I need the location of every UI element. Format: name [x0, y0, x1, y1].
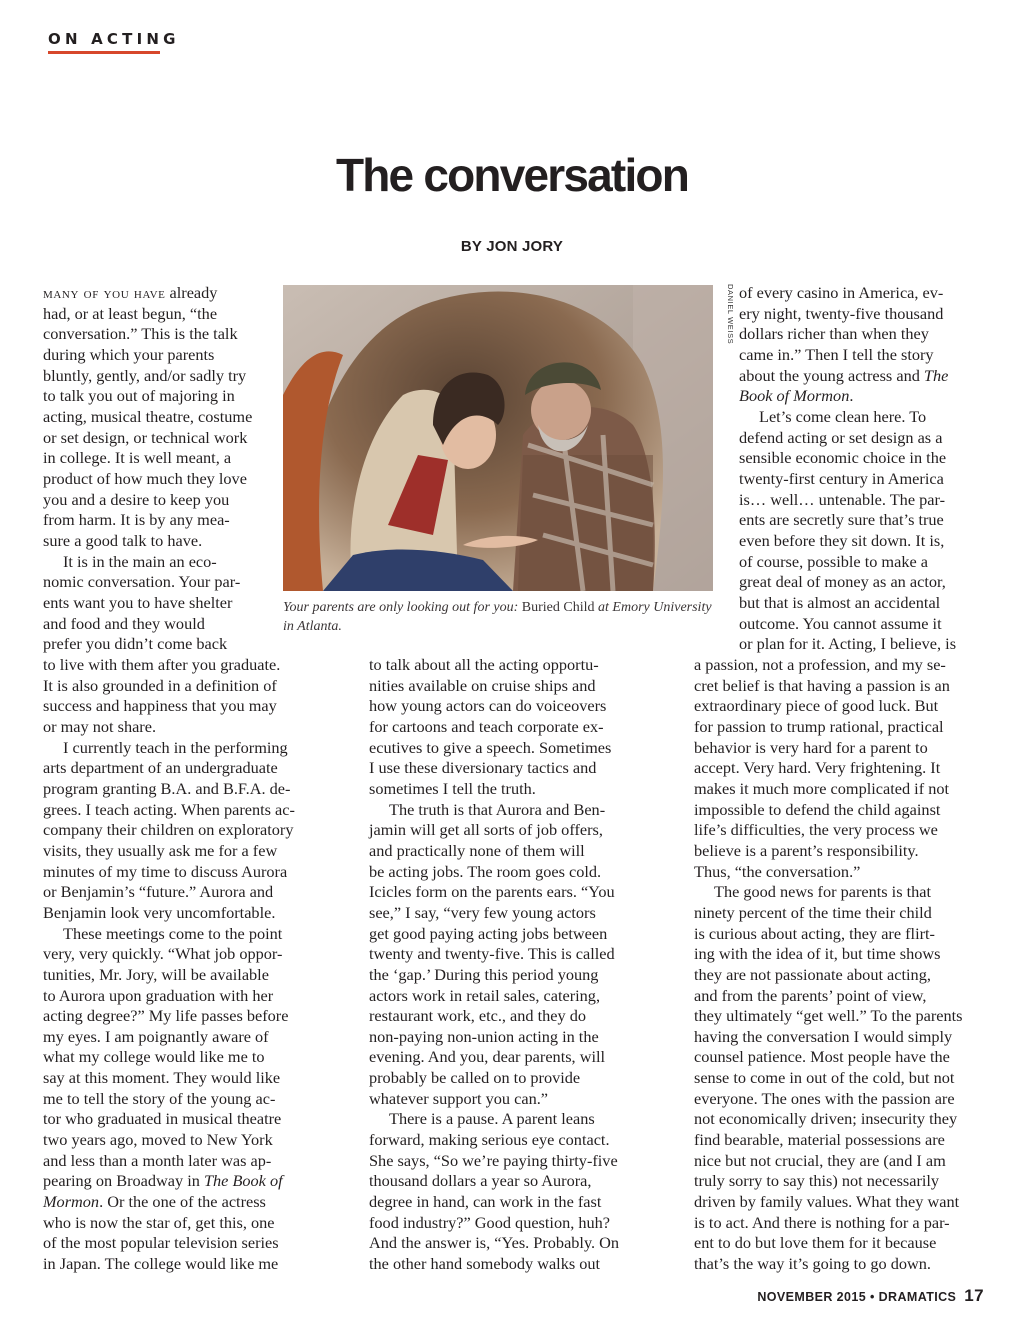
text-line: or Benjamin’s “future.” Aurora and [43, 882, 274, 902]
text-line: grees. I teach acting. When parents ac- [43, 799, 295, 819]
text-line: She says, “So we’re paying thirty-five [369, 1150, 618, 1170]
text-line: bluntly, gently, and/or sadly try [43, 365, 247, 385]
text-line: the ‘gap.’ During this period young [369, 964, 599, 984]
text-line: from harm. It is by any mea- [43, 510, 230, 530]
text-line: These meetings come to the point [63, 923, 283, 943]
text-line: how young actors can do voiceovers [369, 696, 607, 716]
text-line: or may not share. [43, 716, 157, 736]
text-line: nities available on cruise ships and [369, 675, 596, 695]
text-line: in Japan. The college would like me [43, 1254, 279, 1274]
text-line: and food and they would [43, 613, 205, 633]
text-line: ecutives to give a speech. Sometimes [369, 737, 612, 757]
book-title: Mormon [43, 1192, 100, 1212]
text-line: and from the parents’ point of view, [694, 985, 927, 1005]
text-line: accept. Very hard. Very frightening. It [694, 758, 941, 778]
text-line: to talk about all the acting opportu- [369, 655, 599, 674]
column-1-bottom [43, 655, 333, 1275]
text-line: degree in hand, can work in the fast [369, 1192, 602, 1212]
text-line: pearing on Broadway in The Book of [43, 1171, 283, 1191]
text-line: dollars richer than when they [739, 324, 929, 344]
photo-illustration [283, 285, 713, 591]
text-line: nomic conversation. Your par- [43, 572, 241, 592]
text-line: non-paying non-union acting in the [369, 1026, 599, 1046]
text-line: And the answer is, “Yes. Probably. On [369, 1233, 620, 1253]
text-line: extraordinary piece of good luck. But [694, 696, 939, 716]
text-line: my eyes. I am poignantly aware of [43, 1026, 269, 1046]
text-line: to live with them after you graduate. [43, 655, 281, 674]
play-title: Buried Child [521, 600, 595, 615]
text-line: nice but not crucial, they are (and I am [694, 1150, 946, 1170]
text-line: me to tell the story of the young ac- [43, 1088, 276, 1108]
text-line: acting, musical theatre, costume [43, 406, 253, 426]
lead-in: many of you have [43, 283, 166, 302]
byline: BY JON JORY [460, 238, 564, 255]
text-line: Let’s come clean here. To [759, 406, 927, 426]
column-2 [369, 655, 664, 1275]
text-line: and less than a month later was ap- [43, 1150, 272, 1170]
text-line: to Aurora upon graduation with her [43, 985, 274, 1005]
text-line: ents are secretly sure that’s true [739, 510, 944, 530]
text-line: is to act. And there is nothing for a par- [694, 1212, 950, 1232]
text-line: tor who graduated in musical theatre [43, 1109, 282, 1129]
text-line: whatever support you can.” [369, 1088, 549, 1108]
text-line: food industry?” Good question, huh? [369, 1212, 611, 1232]
text-line: during which your parents [43, 344, 215, 364]
text-line: to talk you out of majoring in [43, 386, 235, 406]
text-line: or set design, or technical work [43, 427, 248, 447]
text-line: get good paying acting jobs between [369, 923, 608, 943]
text-line: impossible to defend the child against [694, 799, 941, 819]
text-line: great deal of money as an actor, [739, 572, 946, 592]
text-line: what my college would like me to [43, 1047, 265, 1067]
text-line: who is now the star of, get this, one [43, 1212, 275, 1232]
page-footer [757, 1286, 984, 1306]
text-line: conversation.” This is the talk [43, 324, 238, 344]
text-line: There is a pause. A parent leans [389, 1109, 595, 1129]
book-title: The Book of [203, 1171, 283, 1191]
text-line: restaurant work, etc., and they do [369, 1006, 587, 1026]
text-line: and practically none of them will [369, 840, 585, 860]
text-line: for cartoons and teach corporate ex- [369, 716, 604, 736]
text-line: be acting jobs. The room goes cold. [369, 861, 602, 881]
text-line: Icicles form on the parents ears. “You [369, 882, 615, 902]
text-line: sometimes I tell the truth. [369, 778, 536, 798]
text-line: success and happiness that you may [43, 696, 277, 716]
text-line: jamin will get all sorts of job offers, [369, 820, 603, 840]
section-label: ON ACTING [48, 30, 180, 48]
text-line: of every casino in America, ev- [739, 283, 944, 302]
text-line: I currently teach in the performing [63, 737, 288, 757]
text-line: Benjamin look very uncomfortable. [43, 902, 276, 922]
text-line: not economically driven; insecurity they [694, 1109, 958, 1129]
text-line: ninety percent of the time their child [694, 902, 932, 922]
text-line: sense to come in out of the cold, but not [694, 1068, 955, 1088]
text-line: very, very quickly. “What job oppor- [43, 944, 283, 964]
text-line: prefer you didn’t come back [43, 634, 228, 654]
photo-credit: DANIEL WEISS [726, 284, 735, 345]
text-line: that’s the way it’s going to go down. [694, 1254, 931, 1274]
text-line: two years ago, moved to New York [43, 1130, 273, 1150]
text-line: believe is a parent’s responsibility. [694, 840, 919, 860]
page-number: 17 [964, 1286, 984, 1305]
text-line: of course, possible to make a [739, 551, 928, 571]
text-line: Mormon. Or the one of the actress [43, 1192, 266, 1212]
text-line: is curious about acting, they are flirt- [694, 923, 935, 943]
text-line: truly sorry to say this) not necessarily [694, 1171, 940, 1191]
text-line: a passion, not a profession, and my se- [694, 655, 946, 674]
text-line: arts department of an undergraduate [43, 758, 278, 778]
text-line: The truth is that Aurora and Ben- [389, 799, 606, 819]
book-title: Book of Mormon [739, 386, 850, 406]
text-line: for passion to trump rational, practical [694, 716, 944, 736]
text-line: they are not passionate about acting, [694, 964, 931, 984]
book-title: The [923, 365, 949, 385]
text-line: say at this moment. They would like [43, 1068, 281, 1088]
text-line: of the most popular television series [43, 1233, 279, 1253]
column-3-top [739, 283, 989, 655]
text-line: makes it much more complicated if not [694, 778, 949, 798]
text-line: you and a desire to keep you [43, 489, 230, 509]
text-line: but that is almost an accidental [739, 592, 941, 612]
text-line: came in.” Then I tell the story [739, 344, 934, 364]
text-line: ent to do but love them for it because [694, 1233, 937, 1253]
column-3-bottom [694, 655, 994, 1275]
text-line: see,” I say, “very few young actors [369, 902, 596, 922]
text-line: driven by family values. What they want [694, 1192, 960, 1212]
column-1-top [43, 283, 279, 655]
text-line: everyone. The ones with the passion are [694, 1088, 955, 1108]
text-line: ents want you to have shelter [43, 592, 233, 612]
text-line: find bearable, material possessions are [694, 1130, 945, 1150]
article-photo [283, 285, 713, 591]
text-line: evening. And you, dear parents, will [369, 1047, 606, 1067]
text-line: twenty and twenty-five. This is called [369, 944, 615, 964]
text-line: about the young actress and The [739, 365, 949, 385]
text-line: It is in the main an eco- [63, 551, 217, 571]
text-line: the other hand somebody walks out [369, 1254, 601, 1274]
text-line: ing with the idea of it, but time shows [694, 944, 941, 964]
text-line: ery night, twenty-five thousand [739, 303, 944, 323]
text-line: thousand dollars a year so Aurora, [369, 1171, 592, 1191]
text-line: Thus, “the conversation.” [694, 861, 861, 881]
text-line: forward, making serious eye contact. [369, 1130, 610, 1150]
text-line: even before they sit down. It is, [739, 530, 945, 550]
text-line: twenty-first century in America [739, 468, 944, 488]
text-line: or plan for it. Acting, I believe, is [739, 634, 957, 654]
issue-info: NOVEMBER 2015 • DRAMATICS [757, 1290, 957, 1304]
text-line: visits, they usually ask me for a few [43, 840, 278, 860]
article-title: The conversation [335, 149, 689, 201]
text-line: company their children on exploratory [43, 820, 294, 840]
text-line: program granting B.A. and B.F.A. de- [43, 778, 291, 798]
text-line: I use these diversionary tactics and [369, 758, 597, 778]
text-line: It is also grounded in a definition of [43, 675, 277, 695]
text-line: outcome. You cannot assume it [739, 613, 942, 633]
text-line: they ultimately “get well.” To the parents [694, 1006, 963, 1026]
text-line: in college. It is well meant, a [43, 448, 232, 468]
text-line: counsel patience. Most people have the [694, 1047, 950, 1067]
text-line: having the conversation I would simply [694, 1026, 953, 1046]
text-line: behavior is very hard for a parent to [694, 737, 928, 757]
text-line: many of you have already [43, 283, 218, 302]
text-line: Book of Mormon. [739, 386, 854, 406]
text-line: cret belief is that having a passion is an [694, 675, 950, 695]
text-line: probably be called on to provide [369, 1068, 581, 1088]
text-line: product of how much they love [43, 468, 247, 488]
text-line: acting degree?” My life passes before [43, 1006, 289, 1026]
text-line: tunities, Mr. Jory, will be available [43, 964, 269, 984]
text-line: actors work in retail sales, catering, [369, 985, 601, 1005]
text-line: The good news for parents is that [714, 882, 932, 902]
section-rule [48, 51, 160, 54]
text-line: minutes of my time to discuss Aurora [43, 861, 288, 881]
text-line: life’s difficulties, the very process we [694, 820, 938, 840]
text-line: defend acting or set design as a [739, 427, 943, 447]
text-line: is… well… untenable. The par- [739, 489, 945, 509]
photo-caption: Your parents are only looking out for you: Buried Child at Emory University in Atlanta. [283, 600, 712, 634]
text-line: sure a good talk to have. [43, 530, 203, 550]
text-line: had, or at least begun, “the [43, 303, 218, 323]
text-line: sensible economic choice in the [739, 448, 947, 468]
